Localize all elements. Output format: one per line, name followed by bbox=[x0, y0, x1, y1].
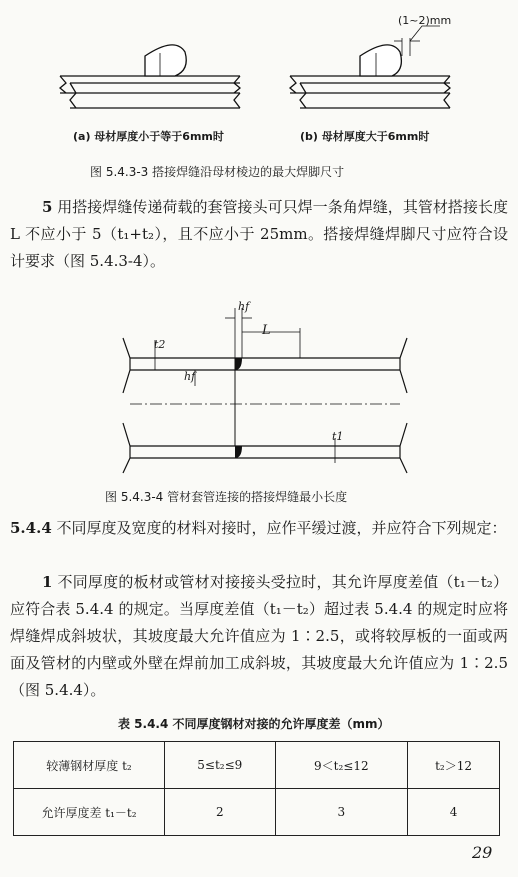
weld-bead-bottom bbox=[235, 446, 242, 458]
table-row bbox=[14, 789, 500, 836]
item-text: 不同厚度的板材或管材对接接头受拉时，其允许厚度差值（t₁－t₂）应符合表 5.4.4 的规定。当厚度差值（t₁－t₂）超过表 5.4.4 的规定时应将焊缝焊成斜坡状，其坡度最大允许值应为 1∶2.5，或将较厚板的一面或两面及管材的内壁或外壁在焊前加工成斜坡，其坡度最大允许值应为 1∶2.5（图 5.4.4）。 bbox=[10, 573, 508, 699]
figure-caption: 图 5.4.3-3 搭接焊缝沿母材棱边的最大焊脚尺寸 bbox=[90, 165, 345, 179]
clause-5-paragraph bbox=[10, 194, 508, 275]
t2-label: t2 bbox=[154, 338, 166, 351]
clause-text: 不同厚度及宽度的材料对接时，应作平缓过渡，并应符合下列规定： bbox=[56, 519, 507, 537]
fillet-weld-diagram-a bbox=[60, 45, 240, 108]
table-caption: 表 5.4.4 不同厚度钢材对接的允许厚度差（mm） bbox=[118, 717, 390, 731]
subfigure-caption-b: (b) 母材厚度大于6mm时 bbox=[300, 130, 430, 143]
dimension-label: (1~2)mm bbox=[398, 14, 452, 27]
clause-number: 5.4.4 bbox=[10, 519, 52, 537]
hf-label-top: hf bbox=[238, 300, 250, 313]
table-cell: 允许厚度差 t₁－t₂ bbox=[14, 789, 165, 836]
subfigure-caption-a: (a) 母材厚度小于等于6mm时 bbox=[73, 130, 224, 143]
clause-text: 用搭接焊缝传递荷载的套管接头可只焊一条角焊缝，其管材搭接长度 L 不应小于 5（t₁+t₂），且不应小于 25mm。搭接焊缝焊脚尺寸应符合设计要求（图 5.4.3-4）。 bbox=[10, 198, 508, 270]
table-cell: 较薄钢材厚度 t₂ bbox=[14, 742, 165, 789]
table-cell: 5≤t₂≤9 bbox=[165, 742, 276, 789]
t1-label: t1 bbox=[332, 430, 344, 443]
table-cell: 9＜t₂≤12 bbox=[275, 742, 408, 789]
thickness-difference-table bbox=[13, 741, 500, 836]
hf-label-left: hf bbox=[184, 370, 196, 383]
item-number: 1 bbox=[42, 573, 53, 591]
clause-5-4-4-paragraph bbox=[10, 515, 508, 542]
fillet-weld-diagram-b bbox=[290, 26, 450, 108]
table-cell: 3 bbox=[275, 789, 408, 836]
table-cell: 4 bbox=[408, 789, 500, 836]
figure-caption: 图 5.4.3-4 管材套管连接的搭接焊缝最小长度 bbox=[105, 490, 348, 504]
table-row bbox=[14, 742, 500, 789]
length-label: L bbox=[262, 323, 271, 338]
weld-bead-top bbox=[235, 358, 242, 370]
table-cell: t₂＞12 bbox=[408, 742, 500, 789]
item-1-paragraph bbox=[10, 569, 508, 704]
clause-number: 5 bbox=[42, 198, 53, 216]
table-cell: 2 bbox=[165, 789, 276, 836]
page-number: 29 bbox=[472, 843, 493, 862]
